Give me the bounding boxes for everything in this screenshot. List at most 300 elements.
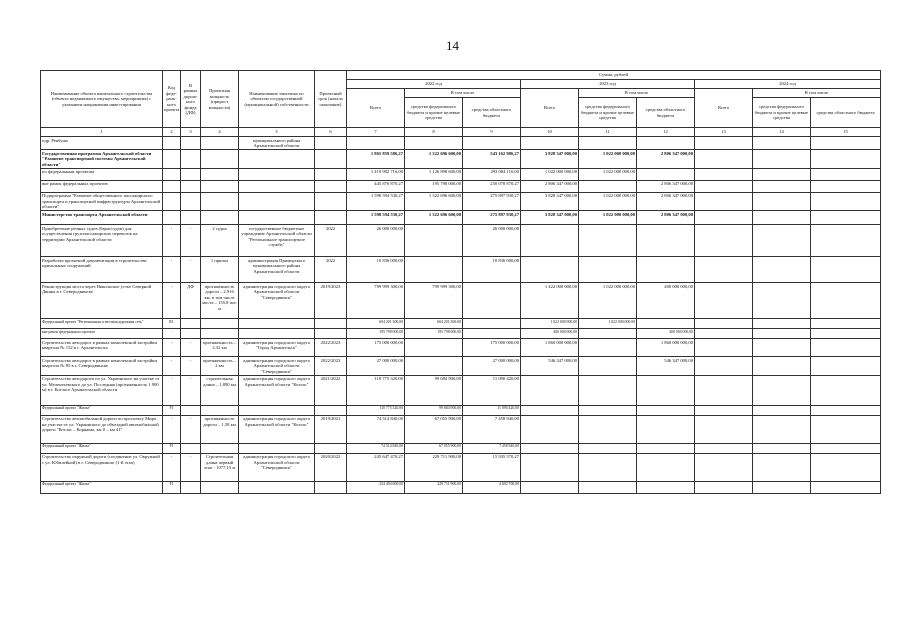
table-row bbox=[41, 443, 881, 453]
cell-col-6: 2019/2021 bbox=[315, 415, 347, 443]
cell-col-10: 1 022 000 000,00 bbox=[521, 319, 579, 329]
column-number: 14 bbox=[753, 128, 811, 137]
cell-col-14 bbox=[753, 257, 811, 283]
cell-col-11 bbox=[579, 257, 637, 283]
cell-col-14 bbox=[753, 168, 811, 180]
cell-col-2: - bbox=[163, 415, 181, 443]
cell-col-14 bbox=[753, 329, 811, 339]
table-row bbox=[41, 180, 881, 192]
table-row bbox=[41, 168, 881, 180]
cell-col-9: 7 458 940,00 bbox=[463, 443, 521, 453]
cell-col-12: 1 860 000 000,00 bbox=[637, 339, 695, 357]
cell-col-10: 2 806 347 000,00 bbox=[521, 180, 579, 192]
cell-col-13 bbox=[695, 257, 753, 283]
cell-col-12: 2 806 347 000,00 bbox=[637, 150, 695, 169]
cell-col-14 bbox=[753, 339, 811, 357]
cell-col-7: 74 514 840,00 bbox=[347, 415, 405, 443]
cell-col-5: администрация городского округа "Город Архангельск" bbox=[239, 339, 315, 357]
table-row bbox=[41, 211, 881, 225]
cell-col-8: 195 798 000,00 bbox=[405, 180, 463, 192]
cell-col-5 bbox=[239, 443, 315, 453]
cell-col-7: 195 798 000,00 bbox=[347, 329, 405, 339]
cell-col-11 bbox=[579, 339, 637, 357]
cell-col-10: 400 000 000,00 bbox=[521, 329, 579, 339]
cell-col-8: 604 201 300,00 bbox=[405, 319, 463, 329]
cell-col-7: 245 647 470,27 bbox=[347, 453, 405, 481]
cell-col-14 bbox=[753, 180, 811, 192]
column-number: 9 bbox=[463, 128, 521, 137]
cell-col-14 bbox=[753, 375, 811, 405]
cell-col-7: 110 775 320,00 bbox=[347, 405, 405, 415]
cell-col-8: 1 126 898 600,00 bbox=[405, 168, 463, 180]
cell-col-13 bbox=[695, 329, 753, 339]
cell-col-7: 1 598 594 530,27 bbox=[347, 211, 405, 225]
cell-col-6 bbox=[315, 180, 347, 192]
table-row bbox=[41, 137, 881, 150]
total-2024: Всего bbox=[695, 89, 753, 128]
cell-col-6: 2021/2022 bbox=[315, 375, 347, 405]
cell-col-4 bbox=[201, 211, 239, 225]
col-road-fund: В рамках дорож-ного фонда (ДФ) bbox=[181, 71, 201, 128]
cell-col-14 bbox=[753, 150, 811, 169]
cell-col-3: ДФ bbox=[181, 283, 201, 319]
cell-col-9: 11 090 420,00 bbox=[463, 375, 521, 405]
cell-col-9: 10 836 000,00 bbox=[463, 257, 521, 283]
cell-col-5: администрация Приморского муниципального района Архангельской области bbox=[239, 257, 315, 283]
cell-col-5: администрация городского округа Архангельской области "Северодвинск" bbox=[239, 357, 315, 376]
cell-col-11 bbox=[579, 415, 637, 443]
cell-col-5 bbox=[239, 329, 315, 339]
cell-col-6 bbox=[315, 329, 347, 339]
cell-col-1: Подпрограмма "Развитие общественного пассажирского транспорта и транспортной инфраструктуры Архангельской области" bbox=[41, 192, 163, 211]
cell-col-9: 4 692 700,00 bbox=[463, 481, 521, 493]
cell-col-1: Строительство автодороги по ул. Украинского на участке от ул. Мелентьевского до ул. Последняя (протяженность 1 900 м) в г. Котласе Архангельской области bbox=[41, 375, 163, 405]
cell-col-15 bbox=[811, 375, 881, 405]
table-row bbox=[41, 453, 881, 481]
cell-col-13 bbox=[695, 192, 753, 211]
incl-2024: В том числе bbox=[753, 89, 881, 98]
table-row bbox=[41, 375, 881, 405]
cell-col-14 bbox=[753, 443, 811, 453]
cell-col-12: 400 000 000,00 bbox=[637, 329, 695, 339]
cell-col-1: вне рамок федеральных проектов bbox=[41, 180, 163, 192]
cell-col-5: государственное бюджетное учреждение Архангельской области "Региональное транспортное служба" bbox=[239, 225, 315, 257]
fed-2022: средства федерального бюджета и прочие целевые средства bbox=[405, 98, 463, 128]
cell-col-9: 27 000 000,00 bbox=[463, 357, 521, 376]
cell-col-3 bbox=[181, 443, 201, 453]
cell-col-13 bbox=[695, 225, 753, 257]
cell-col-12 bbox=[637, 319, 695, 329]
col-term: Проектный срок (начало окончание) bbox=[315, 71, 347, 128]
cell-col-6 bbox=[315, 150, 347, 169]
reg-2024: средства областного бюджета bbox=[811, 98, 881, 128]
cell-col-10: 1 022 000 000,00 bbox=[521, 168, 579, 180]
cell-col-1: вне рамок федерального проекта bbox=[41, 329, 163, 339]
cell-col-6: 2022 bbox=[315, 257, 347, 283]
cell-col-5: администрация городского округа Архангельской области "Котлас" bbox=[239, 375, 315, 405]
cell-col-11: 1 022 000 000,00 bbox=[579, 168, 637, 180]
col-capacity: Проектная мощность (прирост мощности) bbox=[201, 71, 239, 128]
page-number: 14 bbox=[446, 38, 459, 53]
column-number: 3 bbox=[181, 128, 201, 137]
column-number: 1 bbox=[41, 128, 163, 137]
cell-col-10 bbox=[521, 137, 579, 150]
cell-col-15 bbox=[811, 211, 881, 225]
table-row bbox=[41, 357, 881, 376]
cell-col-14 bbox=[753, 137, 811, 150]
year-2022: 2022 год bbox=[347, 80, 521, 89]
cell-col-7: 1 419 982 716,00 bbox=[347, 168, 405, 180]
table-row bbox=[41, 405, 881, 415]
cell-col-11: 1 022 000 000,00 bbox=[579, 150, 637, 169]
table-row bbox=[41, 339, 881, 357]
cell-col-7: 445 876 870,27 bbox=[347, 180, 405, 192]
cell-col-10: 3 828 347 000,00 bbox=[521, 192, 579, 211]
cell-col-7: 604 201 300,00 bbox=[347, 319, 405, 329]
cell-col-3 bbox=[181, 405, 201, 415]
cell-col-5 bbox=[239, 319, 315, 329]
cell-col-2: - bbox=[163, 283, 181, 319]
cell-col-10: 1 422 000 000,00 bbox=[521, 283, 579, 319]
cell-col-13 bbox=[695, 357, 753, 376]
cell-col-2: - bbox=[163, 225, 181, 257]
col-fed-code: Код феде-раль-ного проекта bbox=[163, 71, 181, 128]
cell-col-3 bbox=[181, 319, 201, 329]
cell-col-13 bbox=[695, 180, 753, 192]
cell-col-9: 543 162 986,27 bbox=[463, 150, 521, 169]
cell-col-14 bbox=[753, 405, 811, 415]
cell-col-9 bbox=[463, 283, 521, 319]
cell-col-14 bbox=[753, 481, 811, 493]
cell-col-12 bbox=[637, 137, 695, 150]
cell-col-3 bbox=[181, 150, 201, 169]
cell-col-8 bbox=[405, 257, 463, 283]
cell-col-5: муниципального района Архангельской области bbox=[239, 137, 315, 150]
table-body bbox=[41, 137, 881, 494]
cell-col-11 bbox=[579, 225, 637, 257]
cell-col-1: по федеральным проектам bbox=[41, 168, 163, 180]
cell-col-6 bbox=[315, 137, 347, 150]
cell-col-13 bbox=[695, 443, 753, 453]
cell-col-2: F1 bbox=[163, 405, 181, 415]
column-numbers-row bbox=[41, 128, 881, 137]
cell-col-8: 1 322 696 600,00 bbox=[405, 192, 463, 211]
cell-col-10 bbox=[521, 481, 579, 493]
cell-col-15 bbox=[811, 357, 881, 376]
cell-col-2: - bbox=[163, 257, 181, 283]
cell-col-15 bbox=[811, 481, 881, 493]
cell-col-15 bbox=[811, 405, 881, 415]
cell-col-2: R1 bbox=[163, 319, 181, 329]
cell-col-6: 2022 bbox=[315, 225, 347, 257]
cell-col-3: - bbox=[181, 453, 201, 481]
cell-col-6 bbox=[315, 168, 347, 180]
cell-col-10 bbox=[521, 443, 579, 453]
cell-col-3: - bbox=[181, 257, 201, 283]
column-number: 13 bbox=[695, 128, 753, 137]
cell-col-13 bbox=[695, 150, 753, 169]
cell-col-8: 67 055 900,00 bbox=[405, 415, 463, 443]
cell-col-10 bbox=[521, 415, 579, 443]
cell-col-2 bbox=[163, 192, 181, 211]
cell-col-7: 175 000 000,00 bbox=[347, 339, 405, 357]
cell-col-8: 229 711 900,00 bbox=[405, 481, 463, 493]
cell-col-10: 1 860 000 000,00 bbox=[521, 339, 579, 357]
cell-col-4 bbox=[201, 137, 239, 150]
cell-col-9: 26 000 000,00 bbox=[463, 225, 521, 257]
cell-col-5 bbox=[239, 180, 315, 192]
cell-col-4 bbox=[201, 150, 239, 169]
cell-col-7: 110 775 320,00 bbox=[347, 375, 405, 405]
cell-col-7: 234 404 600,00 bbox=[347, 481, 405, 493]
cell-col-9 bbox=[463, 137, 521, 150]
table-row bbox=[41, 225, 881, 257]
cell-col-9 bbox=[463, 319, 521, 329]
cell-col-12 bbox=[637, 225, 695, 257]
cell-col-15 bbox=[811, 150, 881, 169]
cell-col-15 bbox=[811, 137, 881, 150]
cell-col-3: - bbox=[181, 357, 201, 376]
cell-col-12: 400 000 000,00 bbox=[637, 283, 695, 319]
cell-col-8: 195 798 000,00 bbox=[405, 329, 463, 339]
cell-col-13 bbox=[695, 137, 753, 150]
cell-col-11 bbox=[579, 443, 637, 453]
cell-col-5: администрация городского округа Архангельской области "Северодвинск" bbox=[239, 283, 315, 319]
cell-col-13 bbox=[695, 339, 753, 357]
cell-col-3: - bbox=[181, 415, 201, 443]
cell-col-15 bbox=[811, 283, 881, 319]
incl-2022: В том числе bbox=[405, 89, 521, 98]
cell-col-8 bbox=[405, 339, 463, 357]
cell-col-1: Федеральный проект "Региональная и местная дорожная сеть" bbox=[41, 319, 163, 329]
total-2022: Всего bbox=[347, 89, 405, 128]
cell-col-9 bbox=[463, 329, 521, 339]
table-row bbox=[41, 192, 881, 211]
cell-col-12 bbox=[637, 168, 695, 180]
cell-col-4: 2 судна bbox=[201, 225, 239, 257]
cell-col-7: 799 999 300,00 bbox=[347, 283, 405, 319]
cell-col-10 bbox=[521, 225, 579, 257]
cell-col-4: протяженность дороги – 2,916 км, в том числе моста – 155,8 пог. м bbox=[201, 283, 239, 319]
cell-col-8: 1 322 696 600,00 bbox=[405, 150, 463, 169]
cell-col-2 bbox=[163, 150, 181, 169]
cell-col-1: Строительство автодорог в рамках комплексной застройки квартала № 85 в г. Северодвинске bbox=[41, 357, 163, 376]
cell-col-3 bbox=[181, 168, 201, 180]
cell-col-2: - bbox=[163, 339, 181, 357]
cell-col-5 bbox=[239, 150, 315, 169]
cell-col-14 bbox=[753, 225, 811, 257]
cell-col-11 bbox=[579, 180, 637, 192]
cell-col-12: 2 806 347 000,00 bbox=[637, 211, 695, 225]
cell-col-13 bbox=[695, 405, 753, 415]
cell-col-10 bbox=[521, 453, 579, 481]
cell-col-13 bbox=[695, 453, 753, 481]
cell-col-14 bbox=[753, 415, 811, 443]
cell-col-9: 175 000 000,00 bbox=[463, 339, 521, 357]
cell-col-11: 1 022 000 000,00 bbox=[579, 211, 637, 225]
cell-col-3: - bbox=[181, 339, 201, 357]
cell-col-1: Реконструкция моста через Никольское устье Северной Двины в г. Северодвинске bbox=[41, 283, 163, 319]
cell-col-7 bbox=[347, 137, 405, 150]
column-number: 15 bbox=[811, 128, 881, 137]
cell-col-14 bbox=[753, 211, 811, 225]
cell-col-15 bbox=[811, 443, 881, 453]
column-number: 8 bbox=[405, 128, 463, 137]
cell-col-15 bbox=[811, 168, 881, 180]
column-number: 5 bbox=[239, 128, 315, 137]
cell-col-11: 1 022 000 000,00 bbox=[579, 319, 637, 329]
cell-col-11: 1 022 000 000,00 bbox=[579, 192, 637, 211]
cell-col-4 bbox=[201, 329, 239, 339]
cell-col-13 bbox=[695, 415, 753, 443]
cell-col-1: Федеральный проект "Жилье" bbox=[41, 405, 163, 415]
cell-col-5 bbox=[239, 168, 315, 180]
cell-col-14 bbox=[753, 453, 811, 481]
cell-col-13 bbox=[695, 211, 753, 225]
cell-col-11: 1 022 000 000,00 bbox=[579, 283, 637, 319]
cell-col-3 bbox=[181, 192, 201, 211]
cell-col-1: Федеральный проект "Жилье" bbox=[41, 481, 163, 493]
cell-col-6: 2022/2023 bbox=[315, 357, 347, 376]
cell-col-1: Строительство автодорог в рамках комплексной застройки квартала № 152 в г. Архангельска bbox=[41, 339, 163, 357]
year-2024: 2024 год bbox=[695, 80, 881, 89]
cell-col-9: 275 897 930,27 bbox=[463, 192, 521, 211]
cell-col-5: администрация городского округа Архангельской области "Северодвинск" bbox=[239, 453, 315, 481]
cell-col-1: Строительство окружной дороги (соединение ул. Окружной с ул. Юбилейной) в г. Северодвинске (1-й этап) bbox=[41, 453, 163, 481]
cell-col-8: 99 684 900,00 bbox=[405, 405, 463, 415]
cell-col-3 bbox=[181, 481, 201, 493]
cell-col-12 bbox=[637, 375, 695, 405]
cell-col-6 bbox=[315, 319, 347, 329]
cell-col-4 bbox=[201, 168, 239, 180]
cell-col-10: 3 828 347 000,00 bbox=[521, 150, 579, 169]
cell-col-1: пдр. Реябушо bbox=[41, 137, 163, 150]
cell-col-12 bbox=[637, 257, 695, 283]
cell-col-8: 99 684 900,00 bbox=[405, 375, 463, 405]
cell-col-11 bbox=[579, 481, 637, 493]
cell-col-2: - bbox=[163, 329, 181, 339]
cell-col-14 bbox=[753, 319, 811, 329]
cell-col-1: Государственная программа Архангельской области "Развитие транспортной системы Архангельской области" bbox=[41, 150, 163, 169]
cell-col-4: протяженность – 2,32 км bbox=[201, 339, 239, 357]
col-customer: Наименование заказчика по объектам государственной (муниципальной) собственности bbox=[239, 71, 315, 128]
year-2023: 2023 год bbox=[521, 80, 695, 89]
cell-col-4 bbox=[201, 405, 239, 415]
cell-col-1: Строительство автомобильной дороги по проспекту Мира на участке от ул. Украинского до объездной автомобильной дороги "Котлас – Коряжма, км 0 – км 41" bbox=[41, 415, 163, 443]
investment-table bbox=[40, 70, 881, 494]
column-number: 12 bbox=[637, 128, 695, 137]
cell-col-4: 1 причал bbox=[201, 257, 239, 283]
cell-col-12 bbox=[637, 453, 695, 481]
cell-col-13 bbox=[695, 283, 753, 319]
cell-col-6 bbox=[315, 443, 347, 453]
table-row bbox=[41, 319, 881, 329]
cell-col-2: - bbox=[163, 453, 181, 481]
cell-col-3: - bbox=[181, 375, 201, 405]
table-row bbox=[41, 329, 881, 339]
cell-col-6: 2022/2023 bbox=[315, 339, 347, 357]
cell-col-5 bbox=[239, 192, 315, 211]
cell-col-6: 2020/2022 bbox=[315, 453, 347, 481]
table-row bbox=[41, 150, 881, 169]
cell-col-15 bbox=[811, 192, 881, 211]
cell-col-12 bbox=[637, 405, 695, 415]
column-number: 6 bbox=[315, 128, 347, 137]
cell-col-4: протяженность – 2 км bbox=[201, 357, 239, 376]
total-2023: Всего bbox=[521, 89, 579, 128]
cell-col-4 bbox=[201, 319, 239, 329]
column-number: 11 bbox=[579, 128, 637, 137]
cell-col-11 bbox=[579, 137, 637, 150]
cell-col-11 bbox=[579, 375, 637, 405]
cell-col-3 bbox=[181, 211, 201, 225]
reg-2022: средства областного бюджета bbox=[463, 98, 521, 128]
cell-col-4 bbox=[201, 192, 239, 211]
fed-2024: средства федерального бюджета и прочие целевые средства bbox=[753, 98, 811, 128]
cell-col-4 bbox=[201, 481, 239, 493]
cell-col-11 bbox=[579, 329, 637, 339]
cell-col-10 bbox=[521, 257, 579, 283]
column-number: 7 bbox=[347, 128, 405, 137]
cell-col-2 bbox=[163, 211, 181, 225]
cell-col-4 bbox=[201, 443, 239, 453]
cell-col-13 bbox=[695, 168, 753, 180]
cell-col-15 bbox=[811, 329, 881, 339]
fed-2023: средства федерального бюджета и прочие целевые средства bbox=[579, 98, 637, 128]
column-number: 10 bbox=[521, 128, 579, 137]
cell-col-7: 74 514 840,00 bbox=[347, 443, 405, 453]
table-row bbox=[41, 257, 881, 283]
cell-col-11 bbox=[579, 405, 637, 415]
cell-col-5 bbox=[239, 211, 315, 225]
cell-col-8: 799 999 300,00 bbox=[405, 283, 463, 319]
cell-col-12 bbox=[637, 443, 695, 453]
cell-col-3 bbox=[181, 180, 201, 192]
table-row bbox=[41, 415, 881, 443]
cell-col-10 bbox=[521, 375, 579, 405]
cell-col-8: 229 711 900,00 bbox=[405, 453, 463, 481]
cell-col-10 bbox=[521, 405, 579, 415]
cell-col-2: F1 bbox=[163, 481, 181, 493]
cell-col-15 bbox=[811, 339, 881, 357]
cell-col-7: 1 865 859 586,27 bbox=[347, 150, 405, 169]
cell-col-7: 26 000 000,00 bbox=[347, 225, 405, 257]
cell-col-2: - bbox=[163, 375, 181, 405]
cell-col-15 bbox=[811, 180, 881, 192]
cell-col-13 bbox=[695, 319, 753, 329]
cell-col-12: 546 347 000,00 bbox=[637, 357, 695, 376]
table-header bbox=[41, 71, 881, 137]
cell-col-10: 546 347 000,00 bbox=[521, 357, 579, 376]
cell-col-3 bbox=[181, 329, 201, 339]
cell-col-12: 2 806 347 000,00 bbox=[637, 180, 695, 192]
cell-col-8: 1 322 696 600,00 bbox=[405, 211, 463, 225]
cell-col-12: 2 806 347 000,00 bbox=[637, 192, 695, 211]
cell-col-9: 293 084 116,00 bbox=[463, 168, 521, 180]
cell-col-9: 275 897 930,27 bbox=[463, 211, 521, 225]
cell-col-2 bbox=[163, 137, 181, 150]
cell-col-8 bbox=[405, 137, 463, 150]
column-number: 4 bbox=[201, 128, 239, 137]
cell-col-6 bbox=[315, 192, 347, 211]
cell-col-7: 27 000 000,00 bbox=[347, 357, 405, 376]
cell-col-15 bbox=[811, 257, 881, 283]
cell-col-6: 2019/2023 bbox=[315, 283, 347, 319]
cell-col-13 bbox=[695, 375, 753, 405]
cell-col-6 bbox=[315, 405, 347, 415]
cell-col-1: Разработка проектной документации в строительстве причальных сооружений bbox=[41, 257, 163, 283]
cell-col-8: 67 055 900,00 bbox=[405, 443, 463, 453]
